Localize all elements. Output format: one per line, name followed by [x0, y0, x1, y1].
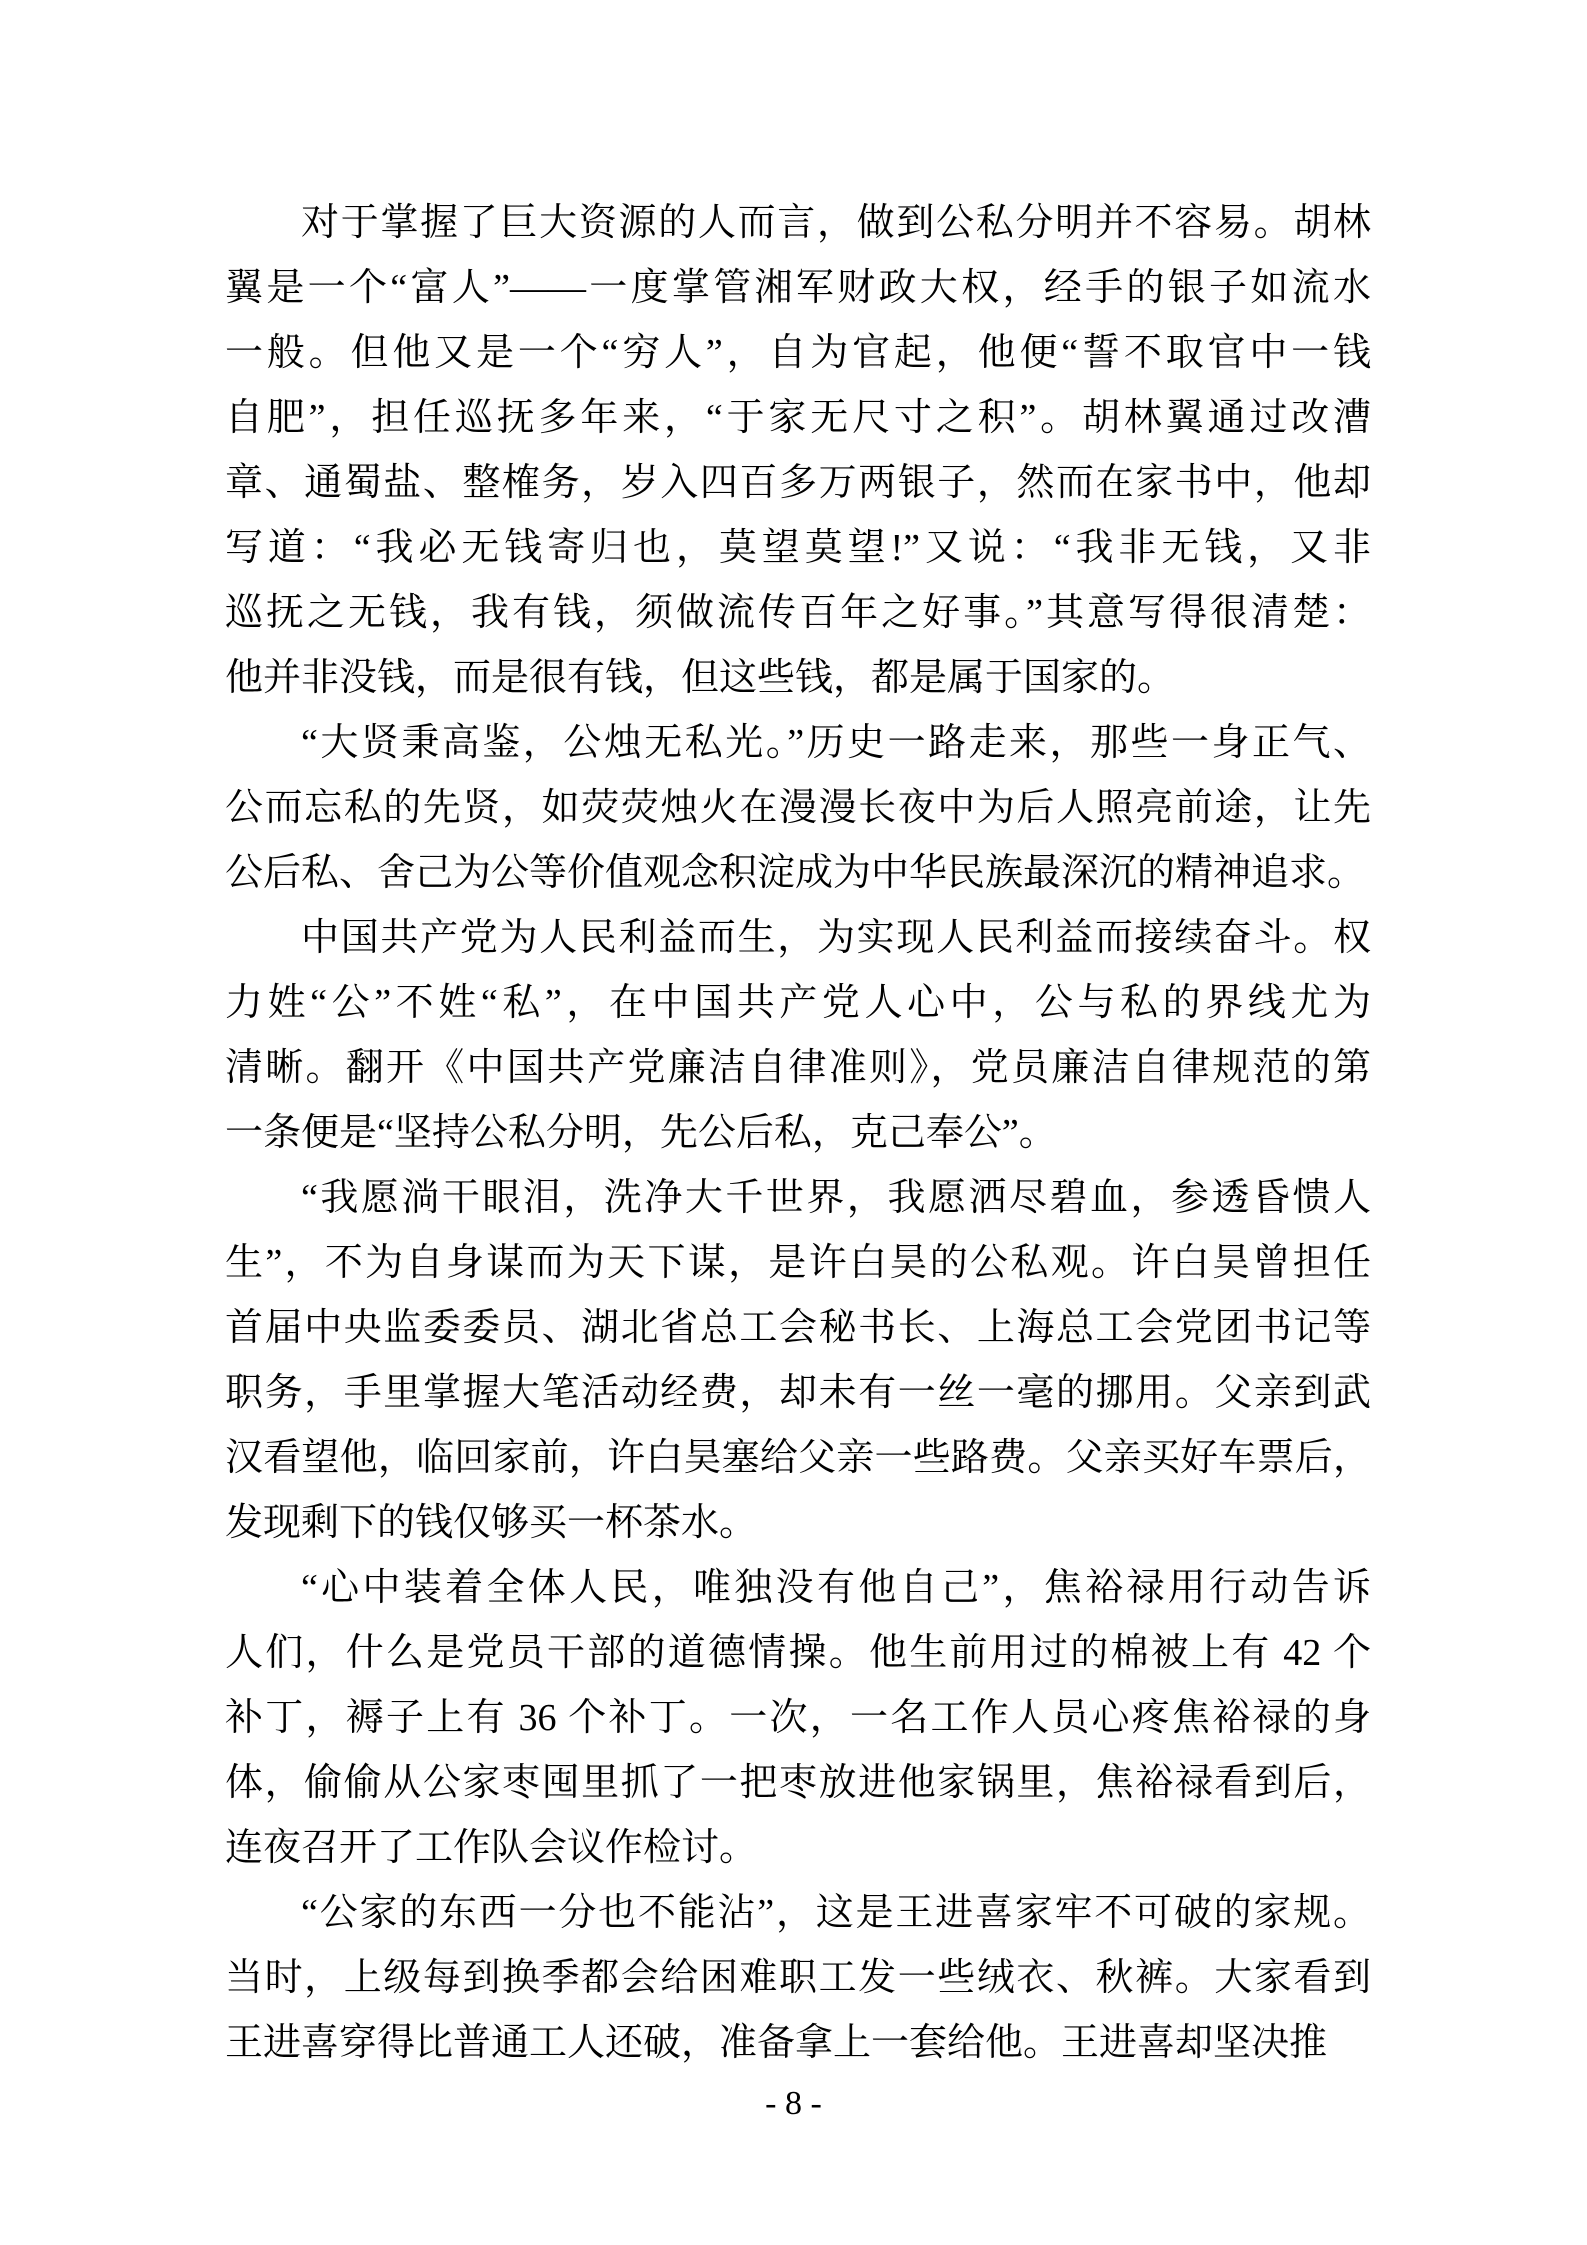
text-line: 公后私、舍己为公等价值观念积淀成为中华民族最深沉的精神追求。: [225, 852, 1366, 894]
text-line: 汉看望他，临回家前，许白昊塞给父亲一些路费。父亲买好车票后，: [225, 1437, 1371, 1479]
text-line: 章、通蜀盐、整榷务，岁入四百多万两银子，然而在家书中，他却: [225, 462, 1371, 504]
paragraph: [225, 906, 1371, 1166]
paragraph: [225, 1166, 1371, 1556]
text-line: 连夜召开了工作队会议作检讨。: [225, 1827, 758, 1869]
text-line: 中国共产党为人民利益而生，为实现人民利益而接续奋斗。权: [301, 917, 1371, 959]
paragraph: [225, 1881, 1371, 2076]
text-line: 一条便是“坚持公私分明，先公后私，克己奉公”。: [225, 1112, 1057, 1154]
text-line: 自肥”，担任巡抚多年来，“于家无尺寸之积”。胡林翼通过改漕: [225, 397, 1371, 439]
text-line: 他并非没钱，而是很有钱，但这些钱，都是属于国家的。: [225, 657, 1176, 699]
text-line: 生”，不为自身谋而为天下谋，是许白昊的公私观。许白昊曾担任: [225, 1242, 1371, 1284]
text-line: 补丁，褥子上有 36 个补丁。一次，一名工作人员心疼焦裕禄的身: [225, 1697, 1371, 1739]
text-line: 职务，手里掌握大笔活动经费，却未有一丝一毫的挪用。父亲到武: [225, 1372, 1371, 1414]
paragraph: [225, 1556, 1371, 1881]
text-line: 首届中央监委委员、湖北省总工会秘书长、上海总工会党团书记等: [225, 1307, 1371, 1349]
text-line: “我愿淌干眼泪，洗净大千世界，我愿洒尽碧血，参透昏愦人: [301, 1177, 1371, 1219]
paragraph: [225, 711, 1371, 906]
text-line: “公家的东西一分也不能沾”，这是王进喜家牢不可破的家规。: [301, 1892, 1371, 1934]
text-line: 当时，上级每到换季都会给困难职工发一些绒衣、秋裤。大家看到: [225, 1957, 1371, 1999]
text-line: “心中装着全体人民，唯独没有他自己”，焦裕禄用行动告诉: [301, 1567, 1371, 1609]
document-body: [225, 191, 1371, 2076]
text-line: 巡抚之无钱，我有钱，须做流传百年之好事。”其意写得很清楚：: [225, 592, 1371, 634]
text-line: 王进喜穿得比普通工人还破，准备拿上一套给他。王进喜却坚决推: [225, 2022, 1328, 2064]
text-line: 对于掌握了巨大资源的人而言，做到公私分明并不容易。胡林: [301, 202, 1371, 244]
text-line: 体，偷偷从公家枣囤里抓了一把枣放进他家锅里，焦裕禄看到后，: [225, 1762, 1371, 1804]
text-line: 公而忘私的先贤，如荧荧烛火在漫漫长夜中为后人照亮前途，让先: [225, 787, 1371, 829]
page-number: - 8 -: [765, 2085, 822, 2122]
text-line: 一般。但他又是一个“穷人”，自为官起，他便“誓不取官中一钱: [225, 332, 1371, 374]
text-line: 写道：“我必无钱寄归也，莫望莫望!”又说：“我非无钱，又非: [225, 527, 1371, 569]
text-line: 发现剩下的钱仅够买一杯茶水。: [225, 1502, 758, 1544]
text-line: 清晰。翻开《中国共产党廉洁自律准则》，党员廉洁自律规范的第: [225, 1047, 1371, 1089]
text-line: “大贤秉高鉴，公烛无私光。”历史一路走来，那些一身正气、: [301, 722, 1371, 764]
text-line: 人们，什么是党员干部的道德情操。他生前用过的棉被上有 42 个: [225, 1632, 1371, 1674]
text-line: 力姓“公”不姓“私”，在中国共产党人心中，公与私的界线尤为: [225, 982, 1371, 1024]
paragraph: [225, 191, 1371, 711]
text-line: 翼是一个“富人”——一度掌管湘军财政大权，经手的银子如流水: [225, 267, 1371, 309]
